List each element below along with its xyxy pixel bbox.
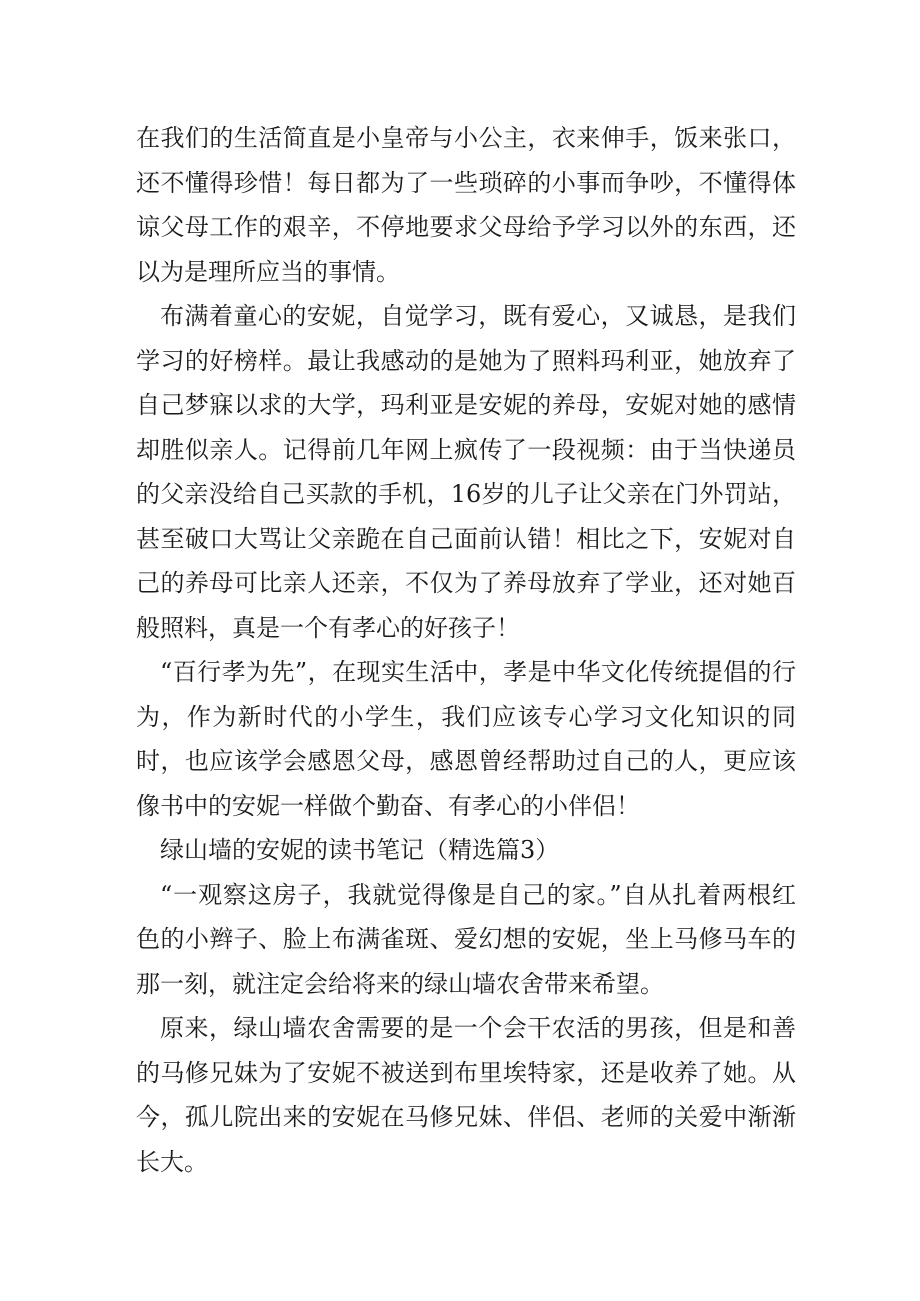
paragraph-quote-house: “一观察这房子，我就觉得像是自己的家。”自从扎着两根红色的小辫子、脸上布满雀斑、爱幻想的安妮，坐上马修马车的那一刻，就注定会给将来的绿山墙农舍带来希望。: [136, 880, 796, 998]
body-text: [136, 116, 796, 1184]
paragraph-annie-role-model: 布满着童心的安妮，自觉学习，既有爱心，又诚恳，是我们学习的好榜样。最让我感动的是她为了照料玛利亚，她放弃了自己梦寐以求的大学，玛利亚是安妮的养母，安妮对她的感情却胜似亲人。记得前几年网上疯传了一段视频：由于当快递员的父亲没给自己买款的手机，16岁的儿子让父亲在门外罚站，甚至破口大骂让父亲跪在自己面前认错！相比之下，安妮对自己的养母可比亲人还亲，不仅为了养母放弃了学业，还对她百般照料，真是一个有孝心的好孩子！: [136, 302, 796, 642]
paragraph-adoption: 原来，绿山墙农舍需要的是一个会干农活的男孩，但是和善的马修兄妹为了安妮不被送到布里埃特家，还是收养了她。从今，孤儿院出来的安妮在马修兄妹、伴侣、老师的关爱中渐渐长大。: [136, 1014, 796, 1176]
section-heading: 绿山墙的安妮的读书笔记（精选篇3）: [160, 836, 560, 864]
paragraph-filial-piety: “百行孝为先”，在现实生活中，孝是中华文化传统提倡的行为，作为新时代的小学生，我们应该专心学习文化知识的同时，也应该学会感恩父母，感恩曾经帮助过自己的人，更应该像书中的安妮一样做个勤奋、有孝心的小伴侣！: [136, 658, 796, 820]
paragraph-continuation: 在我们的生活简直是小皇帝与小公主，衣来伸手，饭来张口，还不懂得珍惜！每日都为了一些琐碎的小事而争吵，不懂得体谅父母工作的艰辛，不停地要求父母给予学习以外的东西，还以为是理所应当的事情。: [136, 124, 796, 286]
